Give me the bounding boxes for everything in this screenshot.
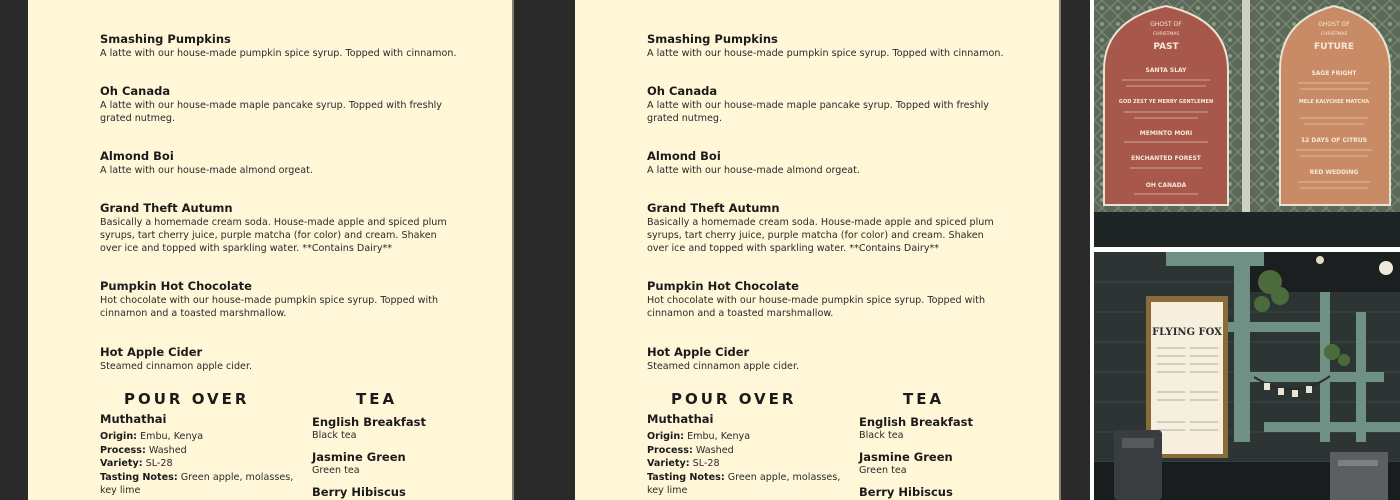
- menu-item: [647, 280, 1007, 320]
- menu-item-name: Almond Boi: [647, 149, 721, 163]
- menu-rail: [1059, 0, 1061, 500]
- menu-item-name: Smashing Pumpkins: [100, 32, 231, 46]
- menu-item-desc: Hot chocolate with our house-made pumpkin spice syrup. Topped with cinnamon and a toasted marshmallow.: [100, 295, 439, 319]
- pour-over-origin: Origin: Embu, Kenya: [100, 431, 204, 442]
- menu-item-name: Pumpkin Hot Chocolate: [100, 279, 252, 293]
- pour-over-variety: Variety: SL-28: [100, 458, 173, 469]
- menu-item: [100, 150, 460, 177]
- sign-right-top: GHOST OF: [1318, 21, 1350, 28]
- menu-item: [100, 346, 460, 373]
- tea-name: Jasmine Green: [859, 450, 953, 464]
- menu-item-desc: Hot chocolate with our house-made pumpkin spice syrup. Topped with cinnamon and a toasted marshmallow.: [647, 295, 986, 319]
- menu-item: [647, 33, 1007, 60]
- menu-item-desc: A latte with our house-made pumpkin spice syrup. Topped with cinnamon.: [647, 48, 1004, 59]
- menu-item-desc: A latte with our house-made maple pancake syrup. Topped with freshly grated nutmeg.: [647, 100, 989, 124]
- tea-item: [312, 416, 502, 443]
- pour-over-variety: Variety: SL-28: [647, 458, 720, 469]
- menu-item-name: Oh Canada: [100, 84, 171, 98]
- tea-desc: Green tea: [312, 465, 360, 476]
- menu-item: [100, 33, 460, 60]
- menu-item-name: Grand Theft Autumn: [647, 201, 780, 215]
- tea-item: [312, 486, 502, 499]
- tea-name: Berry Hibiscus: [312, 485, 406, 499]
- menu-item: [100, 280, 460, 320]
- sign-left-title: PAST: [1153, 42, 1179, 52]
- pour-over-block: [100, 412, 300, 498]
- menu-item-desc: Basically a homemade cream soda. House-made apple and spiced plum syrups, tart cherry juice, purple matcha (for color) and cream. Shaken over ice and topped with sparkling water. **Contains Dairy**: [100, 217, 447, 254]
- section-heading-pour-over: POUR OVER: [671, 390, 797, 408]
- sign-left-item: OH CANADA: [1145, 182, 1187, 189]
- menu-item-desc: A latte with our house-made almond orgeat.: [647, 165, 860, 176]
- menu-item-name: Smashing Pumpkins: [647, 32, 778, 46]
- tea-desc: Black tea: [859, 430, 904, 441]
- christmas-sign-photo: [1094, 0, 1400, 247]
- menu-item-desc: A latte with our house-made almond orgeat.: [100, 165, 313, 176]
- sign-left-item: SANTA SLAY: [1145, 67, 1187, 74]
- tea-item: [312, 451, 502, 478]
- tea-name: English Breakfast: [312, 415, 426, 429]
- tea-name: Berry Hibiscus: [859, 485, 953, 499]
- pour-over-notes: Tasting Notes: Green apple, molasses, key lime: [647, 471, 841, 496]
- menu-item-desc: Basically a homemade cream soda. House-made apple and spiced plum syrups, tart cherry juice, purple matcha (for color) and cream. Shaken over ice and topped with sparkling water. **Contains Dairy**: [647, 217, 994, 254]
- tea-desc: Green tea: [859, 465, 907, 476]
- menu-item: [647, 202, 1007, 255]
- menu-item: [647, 85, 1007, 125]
- section-heading-pour-over: POUR OVER: [124, 390, 250, 408]
- tea-item: [859, 451, 1049, 478]
- menu-item-name: Pumpkin Hot Chocolate: [647, 279, 799, 293]
- pour-over-process: Process: Washed: [100, 444, 187, 456]
- sign-right-item: SAGE FRIGHT: [1311, 70, 1357, 77]
- menu-item: [100, 202, 460, 255]
- pour-over-name: Muthathai: [100, 412, 167, 426]
- pour-over-block: [647, 412, 847, 498]
- christmas-sign-illustration: [1094, 0, 1400, 247]
- menu-item-name: Oh Canada: [647, 84, 718, 98]
- menu-board-right: [575, 0, 1061, 500]
- menu-item-desc: Steamed cinnamon apple cider.: [100, 361, 253, 372]
- sign-right-small: CHRISTMAS: [1320, 32, 1348, 37]
- pour-over-process: Process: Washed: [647, 444, 734, 456]
- pour-over-notes: Tasting Notes: Green apple, molasses, key lime: [100, 471, 294, 496]
- menu-item-desc: A latte with our house-made pumpkin spice syrup. Topped with cinnamon.: [100, 48, 457, 59]
- sign-left-item: GOD ZEST YE MERRY GENTLEMEN: [1118, 99, 1214, 105]
- sign-right-item: 12 DAYS OF CITRUS: [1300, 137, 1368, 144]
- menu-item-name: Grand Theft Autumn: [100, 201, 233, 215]
- sign-left-top: GHOST OF: [1150, 21, 1182, 28]
- tea-name: Jasmine Green: [312, 450, 406, 464]
- pour-over-origin: Origin: Embu, Kenya: [647, 431, 751, 442]
- menu-item: [647, 150, 1007, 177]
- menu-item-desc: A latte with our house-made maple pancake syrup. Topped with freshly grated nutmeg.: [100, 100, 442, 124]
- menu-item-desc: Steamed cinnamon apple cider.: [647, 361, 800, 372]
- tea-item: [859, 416, 1049, 443]
- menu-item: [647, 346, 1007, 373]
- sign-right-title: FUTURE: [1314, 42, 1354, 52]
- menu-item-name: Hot Apple Cider: [647, 345, 750, 359]
- tea-desc: Black tea: [312, 430, 357, 441]
- sign-right-item: RED WEDDING: [1309, 169, 1359, 176]
- cafe-interior-illustration: [1094, 252, 1400, 500]
- cafe-logo-text: FLYING FOX: [1152, 327, 1222, 338]
- menu-rail: [512, 0, 514, 500]
- menu-item: [100, 85, 460, 125]
- tea-name: English Breakfast: [859, 415, 973, 429]
- menu-item-name: Almond Boi: [100, 149, 174, 163]
- sign-left-item: MEMINTO MORI: [1139, 130, 1193, 137]
- sign-left-item: ENCHANTED FOREST: [1131, 155, 1201, 162]
- section-heading-tea: TEA: [903, 390, 945, 408]
- pour-over-name: Muthathai: [647, 412, 714, 426]
- sign-right-item: MELE KALYCHEE MATCHA: [1298, 99, 1370, 105]
- menu-board-left: [28, 0, 514, 500]
- sign-left-small: CHRISTMAS: [1152, 32, 1180, 37]
- section-heading-tea: TEA: [356, 390, 398, 408]
- menu-item-name: Hot Apple Cider: [100, 345, 203, 359]
- cafe-interior-photo: [1094, 252, 1400, 500]
- tea-item: [859, 486, 1049, 499]
